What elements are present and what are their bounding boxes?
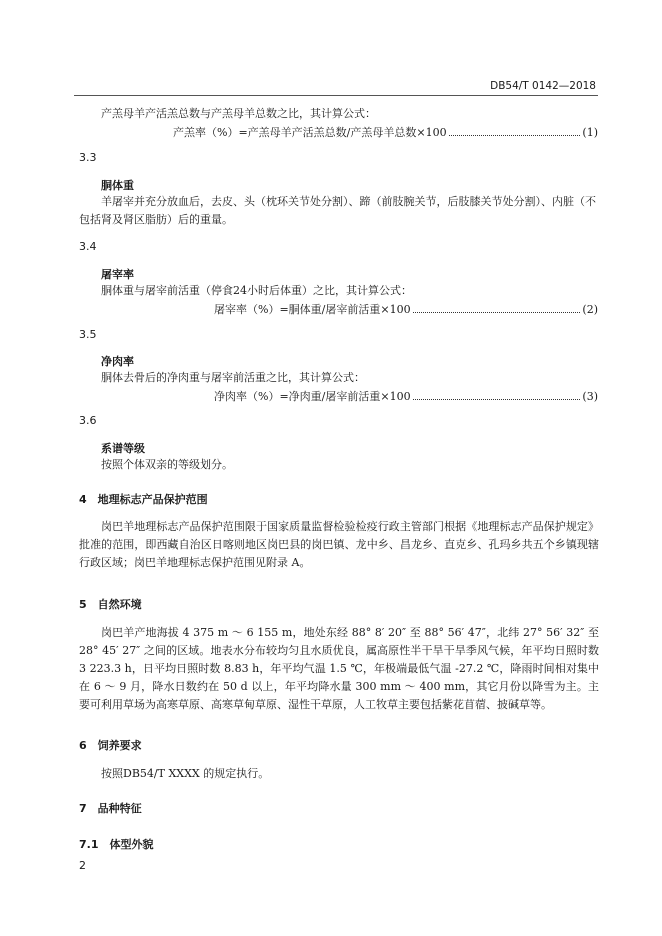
leader-dots: [449, 126, 581, 136]
formula-2-number: (2): [582, 303, 598, 316]
definition-pedigree-grade: 按照个体双亲的等级划分。: [101, 458, 233, 471]
definition-dressing-percentage: 胴体重与屠宰前活重（停食24小时后体重）之比，其计算公式：: [101, 284, 412, 297]
section-5-body: 岗巴羊产地海拔 4 375 m ～ 6 155 m，地处东经 88° 8′ 20″ 至 88° 56′ 47″，北纬 27° 56′ 32″ 至 28° 45′ 27″ 之间的区域。地表水分布较均匀且水质优良，属高原性半干旱干旱季风气候，年平均日照时数 3 223.3 h，日平均日照时数 8.83 h，年平均气温 1.5 ℃，年极端最低气温 -27.2 ℃，降雨时间相对集中在 6 ～ 9 月，降水日数约在 50 d 以上，年平均降水量 300 mm ～ 400 mm，其它月份以降雪为主。主要可利用草场为高寒草原、高寒草甸草原、湿性干草原，人工牧草主要包括紫花苜蓿、披碱草等。: [79, 626, 599, 711]
clause-number-3-6: 3.6: [79, 414, 97, 427]
leader-dots: [413, 303, 581, 313]
section-4-body: 岗巴羊地理标志产品保护范围限于国家质量监督检验检疫行政主管部门根据《地理标志产品保护规定》批准的范围，即西藏自治区日喀则地区岗巴县的岗巴镇、龙中乡、昌龙乡、直克乡、孔玛乡共五个乡镇现辖行政区域；岗巴羊地理标志保护范围见附录 A。: [79, 520, 599, 569]
formula-3-number: (3): [582, 390, 598, 403]
section-heading-6: 6 饲养要求: [79, 739, 142, 752]
leader-dots: [413, 390, 581, 400]
definition-net-meat-percentage: 胴体去骨后的净肉重与屠宰前活重之比，其计算公式：: [101, 371, 365, 384]
clause-number-3-4: 3.4: [79, 240, 97, 253]
section-heading-7: 7 品种特征: [79, 802, 142, 815]
section-heading-4: 4 地理标志产品保护范围: [79, 493, 208, 506]
section-heading-5: 5 自然环境: [79, 598, 142, 611]
term-pedigree-grade: 系谱等级: [101, 442, 145, 455]
document-code: DB54/T 0142—2018: [490, 80, 596, 92]
formula-1-number: (1): [582, 126, 598, 139]
definition-carcass-weight: 羊屠宰并充分放血后，去皮、头（枕环关节处分割）、蹄（前肢腕关节，后肢膝关节处分割）、内脏（不包括肾及肾区脂肪）后的重量。: [79, 195, 596, 226]
page-number: 2: [79, 859, 86, 872]
formula-1-expression: 产羔率（%）=产羔母羊产活羔总数/产羔母羊总数×100: [173, 126, 447, 139]
production-rate-definition: 产羔母羊产活羔总数与产羔母羊总数之比，其计算公式：: [101, 107, 376, 120]
header-rule: [74, 95, 598, 96]
term-carcass-weight: 胴体重: [101, 179, 134, 192]
formula-2: [214, 301, 598, 317]
formula-2-expression: 屠宰率（%）=胴体重/屠宰前活重×100: [214, 303, 411, 316]
formula-3: [214, 388, 598, 404]
section-heading-7-1: 7.1 体型外貌: [79, 838, 154, 851]
term-dressing-percentage: 屠宰率: [101, 268, 134, 281]
formula-1: [173, 124, 598, 140]
section-6-body: 按照DB54/T XXXX 的规定执行。: [101, 767, 270, 780]
formula-3-expression: 净肉率（%）=净肉重/屠宰前活重×100: [214, 390, 411, 403]
clause-number-3-3: 3.3: [79, 151, 97, 164]
term-net-meat-percentage: 净肉率: [101, 355, 134, 368]
clause-number-3-5: 3.5: [79, 328, 97, 341]
